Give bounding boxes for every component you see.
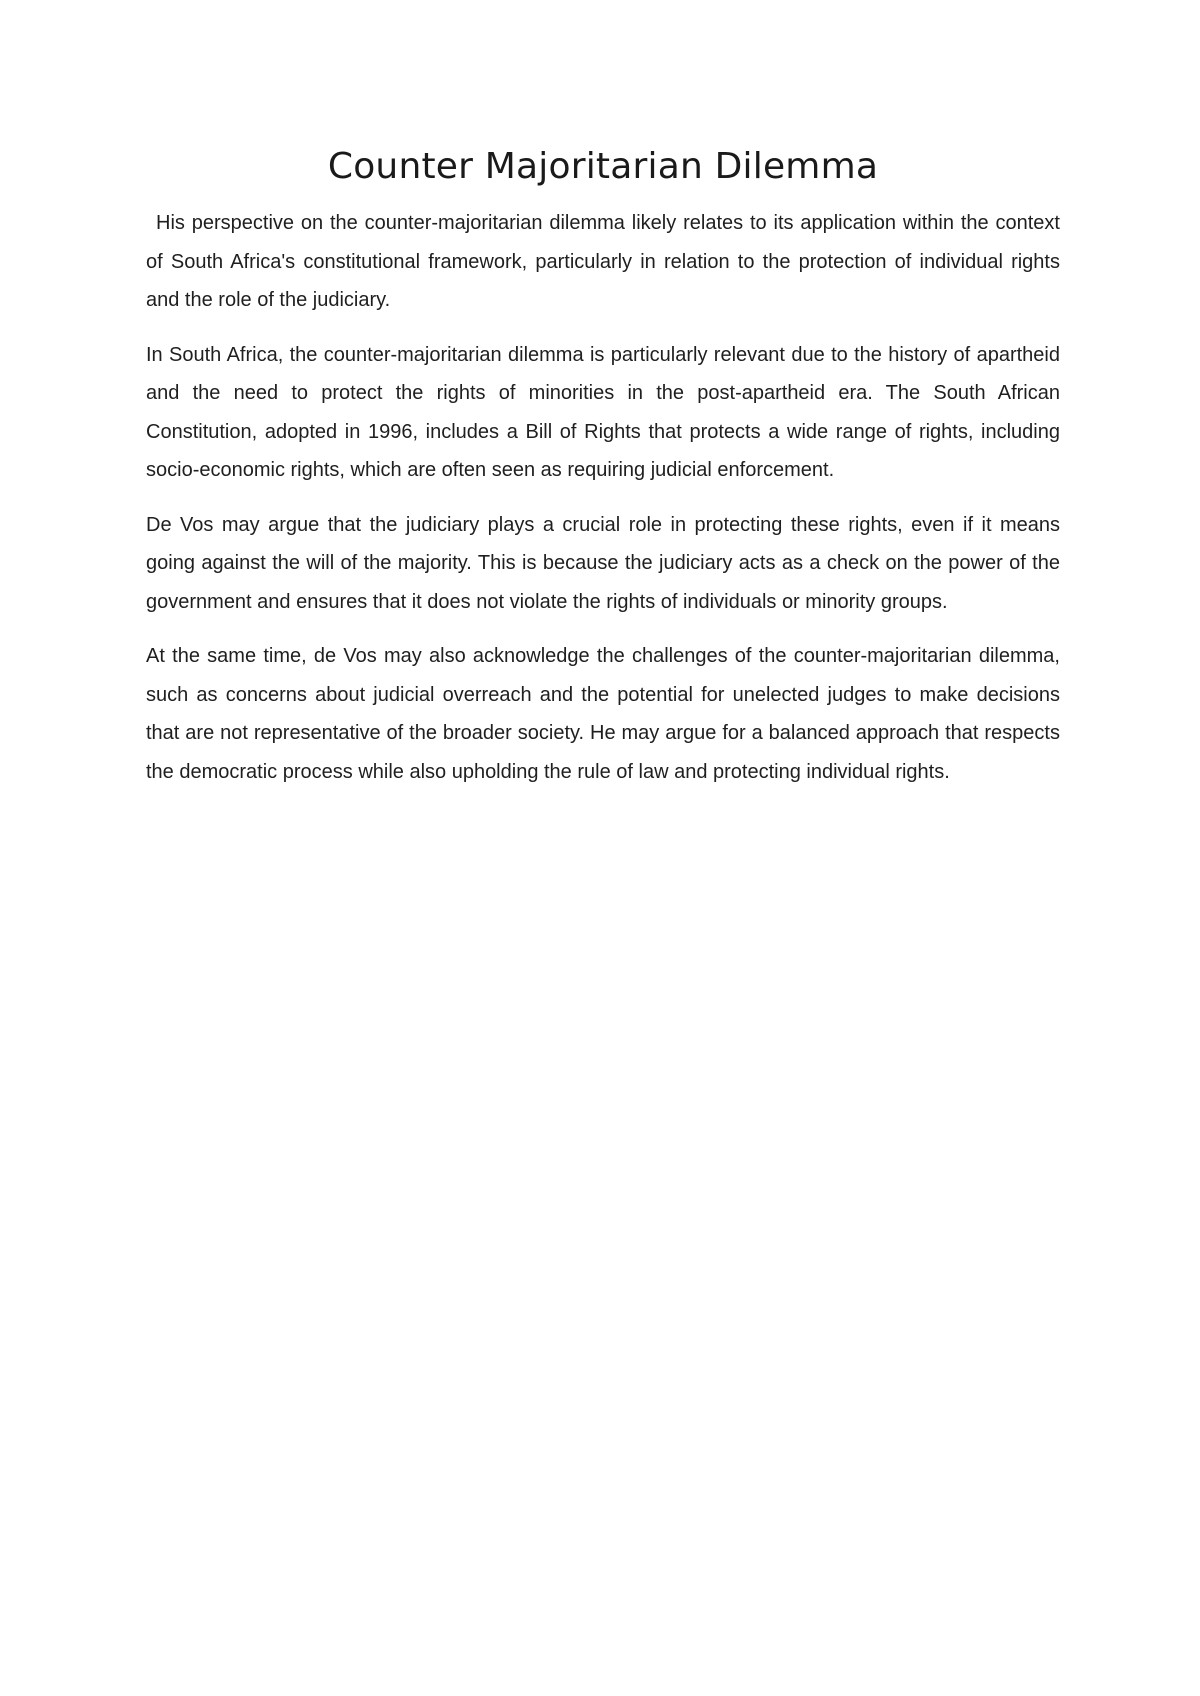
document-title: Counter Majoritarian Dilemma [327, 146, 879, 187]
paragraph-1: His perspective on the counter-majoritarian dilemma likely relates to its application within the context of South Africa's constitutional framework, particularly in relation to the protection of individual rights and the role of the judiciary. [146, 212, 1060, 311]
paragraph-3: De Vos may argue that the judiciary plays a crucial role in protecting these rights, even if it means going against the will of the majority. This is because the judiciary acts as a check on the power of the government and ensures that it does not violate the rights of individuals or minority groups. [146, 513, 1060, 613]
paragraph-2: In South Africa, the counter-majoritarian dilemma is particularly relevant due to the history of apartheid and the need to protect the rights of minorities in the post-apartheid era. The South African Constitution, adopted in 1996, includes a Bill of Rights that protects a wide range of rights, including socio-economic rights, which are often seen as requiring judicial enforcement. [146, 343, 1060, 481]
paragraph-4: At the same time, de Vos may also acknowledge the challenges of the counter-majoritarian dilemma, such as concerns about judicial overreach and the potential for unelected judges to make decisions that are not representative of the broader society. He may argue for a balanced approach that respects the democratic process while also upholding the rule of law and protecting individual rights. [146, 645, 1060, 783]
document-body [146, 142, 1060, 807]
